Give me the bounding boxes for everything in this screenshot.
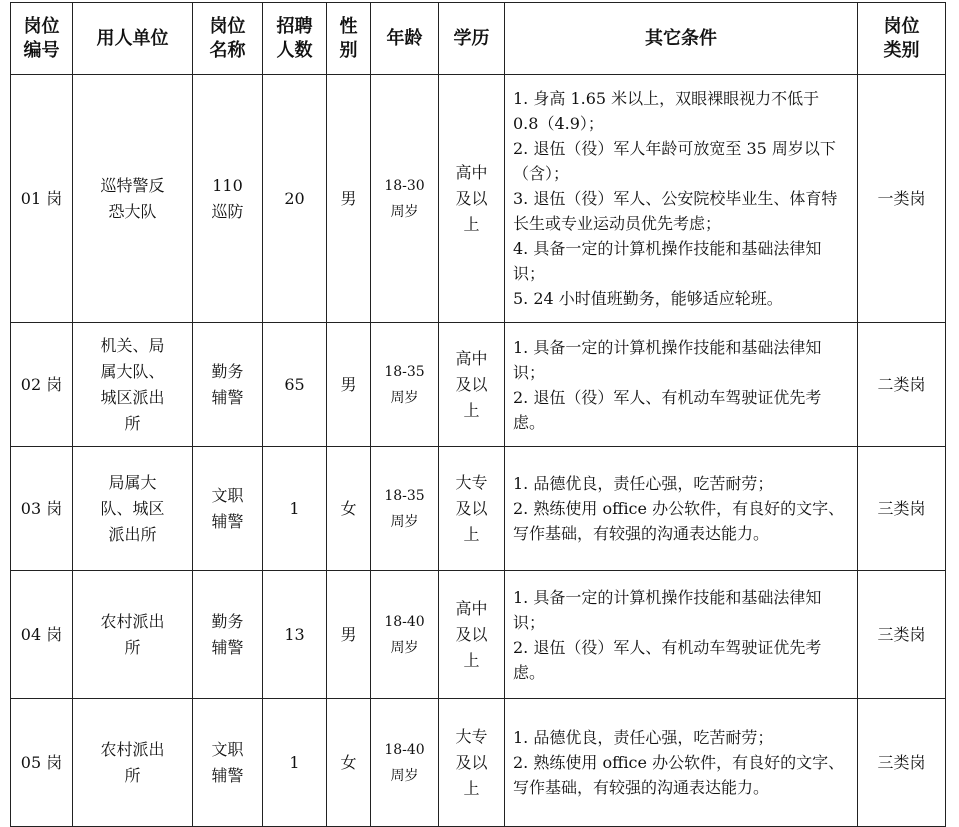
unit-cell: 巡特警反 恐大队 [73, 75, 193, 323]
conditions-cell: 1. 品德优良，责任心强，吃苦耐劳； 2. 熟练使用 office 办公软件，有良好的文字、写作基础，有较强的沟通表达能力。 [505, 699, 858, 827]
header-row [11, 3, 946, 75]
gender-cell: 男 [327, 75, 371, 323]
unit-cell: 局属大 队、城区 派出所 [73, 447, 193, 571]
header-education: 学历 [439, 3, 505, 75]
gender-cell: 男 [327, 323, 371, 447]
conditions-cell: 1. 具备一定的计算机操作技能和基础法律知识； 2. 退伍（役）军人、有机动车驾驶证优先考虑。 [505, 323, 858, 447]
gender-cell: 女 [327, 447, 371, 571]
post-name-cell: 勤务 辅警 [193, 571, 263, 699]
gender-cell: 女 [327, 699, 371, 827]
education-cell: 高中 及以 上 [439, 323, 505, 447]
unit-cell: 农村派出 所 [73, 571, 193, 699]
header-gender: 性 别 [327, 3, 371, 75]
recruitment-table [10, 2, 946, 827]
age-cell: 18-35 周岁 [371, 323, 439, 447]
education-cell: 高中 及以 上 [439, 571, 505, 699]
category-cell: 一类岗 [858, 75, 946, 323]
post-name-cell: 110 巡防 [193, 75, 263, 323]
header-post-name: 岗位 名称 [193, 3, 263, 75]
header-post-no: 岗位 编号 [11, 3, 73, 75]
category-cell: 二类岗 [858, 323, 946, 447]
count-cell: 65 [263, 323, 327, 447]
table-row [11, 447, 946, 571]
conditions-cell: 1. 具备一定的计算机操作技能和基础法律知识； 2. 退伍（役）军人、有机动车驾驶证优先考虑。 [505, 571, 858, 699]
category-cell: 三类岗 [858, 699, 946, 827]
category-cell: 三类岗 [858, 571, 946, 699]
post-no-cell: 01 岗 [11, 75, 73, 323]
post-name-cell: 文职 辅警 [193, 699, 263, 827]
education-cell: 大专 及以 上 [439, 447, 505, 571]
header-unit: 用人单位 [73, 3, 193, 75]
table-row [11, 75, 946, 323]
post-no-cell: 04 岗 [11, 571, 73, 699]
header-age: 年龄 [371, 3, 439, 75]
post-name-cell: 文职 辅警 [193, 447, 263, 571]
header-category: 岗位 类别 [858, 3, 946, 75]
table-row [11, 699, 946, 827]
header-count: 招聘 人数 [263, 3, 327, 75]
header-conditions: 其它条件 [505, 3, 858, 75]
age-cell: 18-40 周岁 [371, 571, 439, 699]
count-cell: 13 [263, 571, 327, 699]
post-no-cell: 05 岗 [11, 699, 73, 827]
post-no-cell: 03 岗 [11, 447, 73, 571]
post-no-cell: 02 岗 [11, 323, 73, 447]
conditions-cell: 1. 品德优良，责任心强，吃苦耐劳； 2. 熟练使用 office 办公软件，有良好的文字、写作基础，有较强的沟通表达能力。 [505, 447, 858, 571]
conditions-cell: 1. 身高 1.65 米以上，双眼裸眼视力不低于 0.8（4.9）； 2. 退伍（役）军人年龄可放宽至 35 周岁以下（含）； 3. 退伍（役）军人、公安院校毕业生、体育特长生或专业运动员优先考虑； 4. 具备一定的计算机操作技能和基础法律知识； 5. 24 小时值班勤务，能够适应轮班。 [505, 75, 858, 323]
unit-cell: 机关、局 属大队、 城区派出 所 [73, 323, 193, 447]
post-name-cell: 勤务 辅警 [193, 323, 263, 447]
count-cell: 1 [263, 699, 327, 827]
category-cell: 三类岗 [858, 447, 946, 571]
education-cell: 大专 及以 上 [439, 699, 505, 827]
table-row [11, 323, 946, 447]
gender-cell: 男 [327, 571, 371, 699]
count-cell: 1 [263, 447, 327, 571]
unit-cell: 农村派出 所 [73, 699, 193, 827]
table-row [11, 571, 946, 699]
age-cell: 18-35 周岁 [371, 447, 439, 571]
age-cell: 18-40 周岁 [371, 699, 439, 827]
education-cell: 高中 及以 上 [439, 75, 505, 323]
age-cell: 18-30 周岁 [371, 75, 439, 323]
count-cell: 20 [263, 75, 327, 323]
